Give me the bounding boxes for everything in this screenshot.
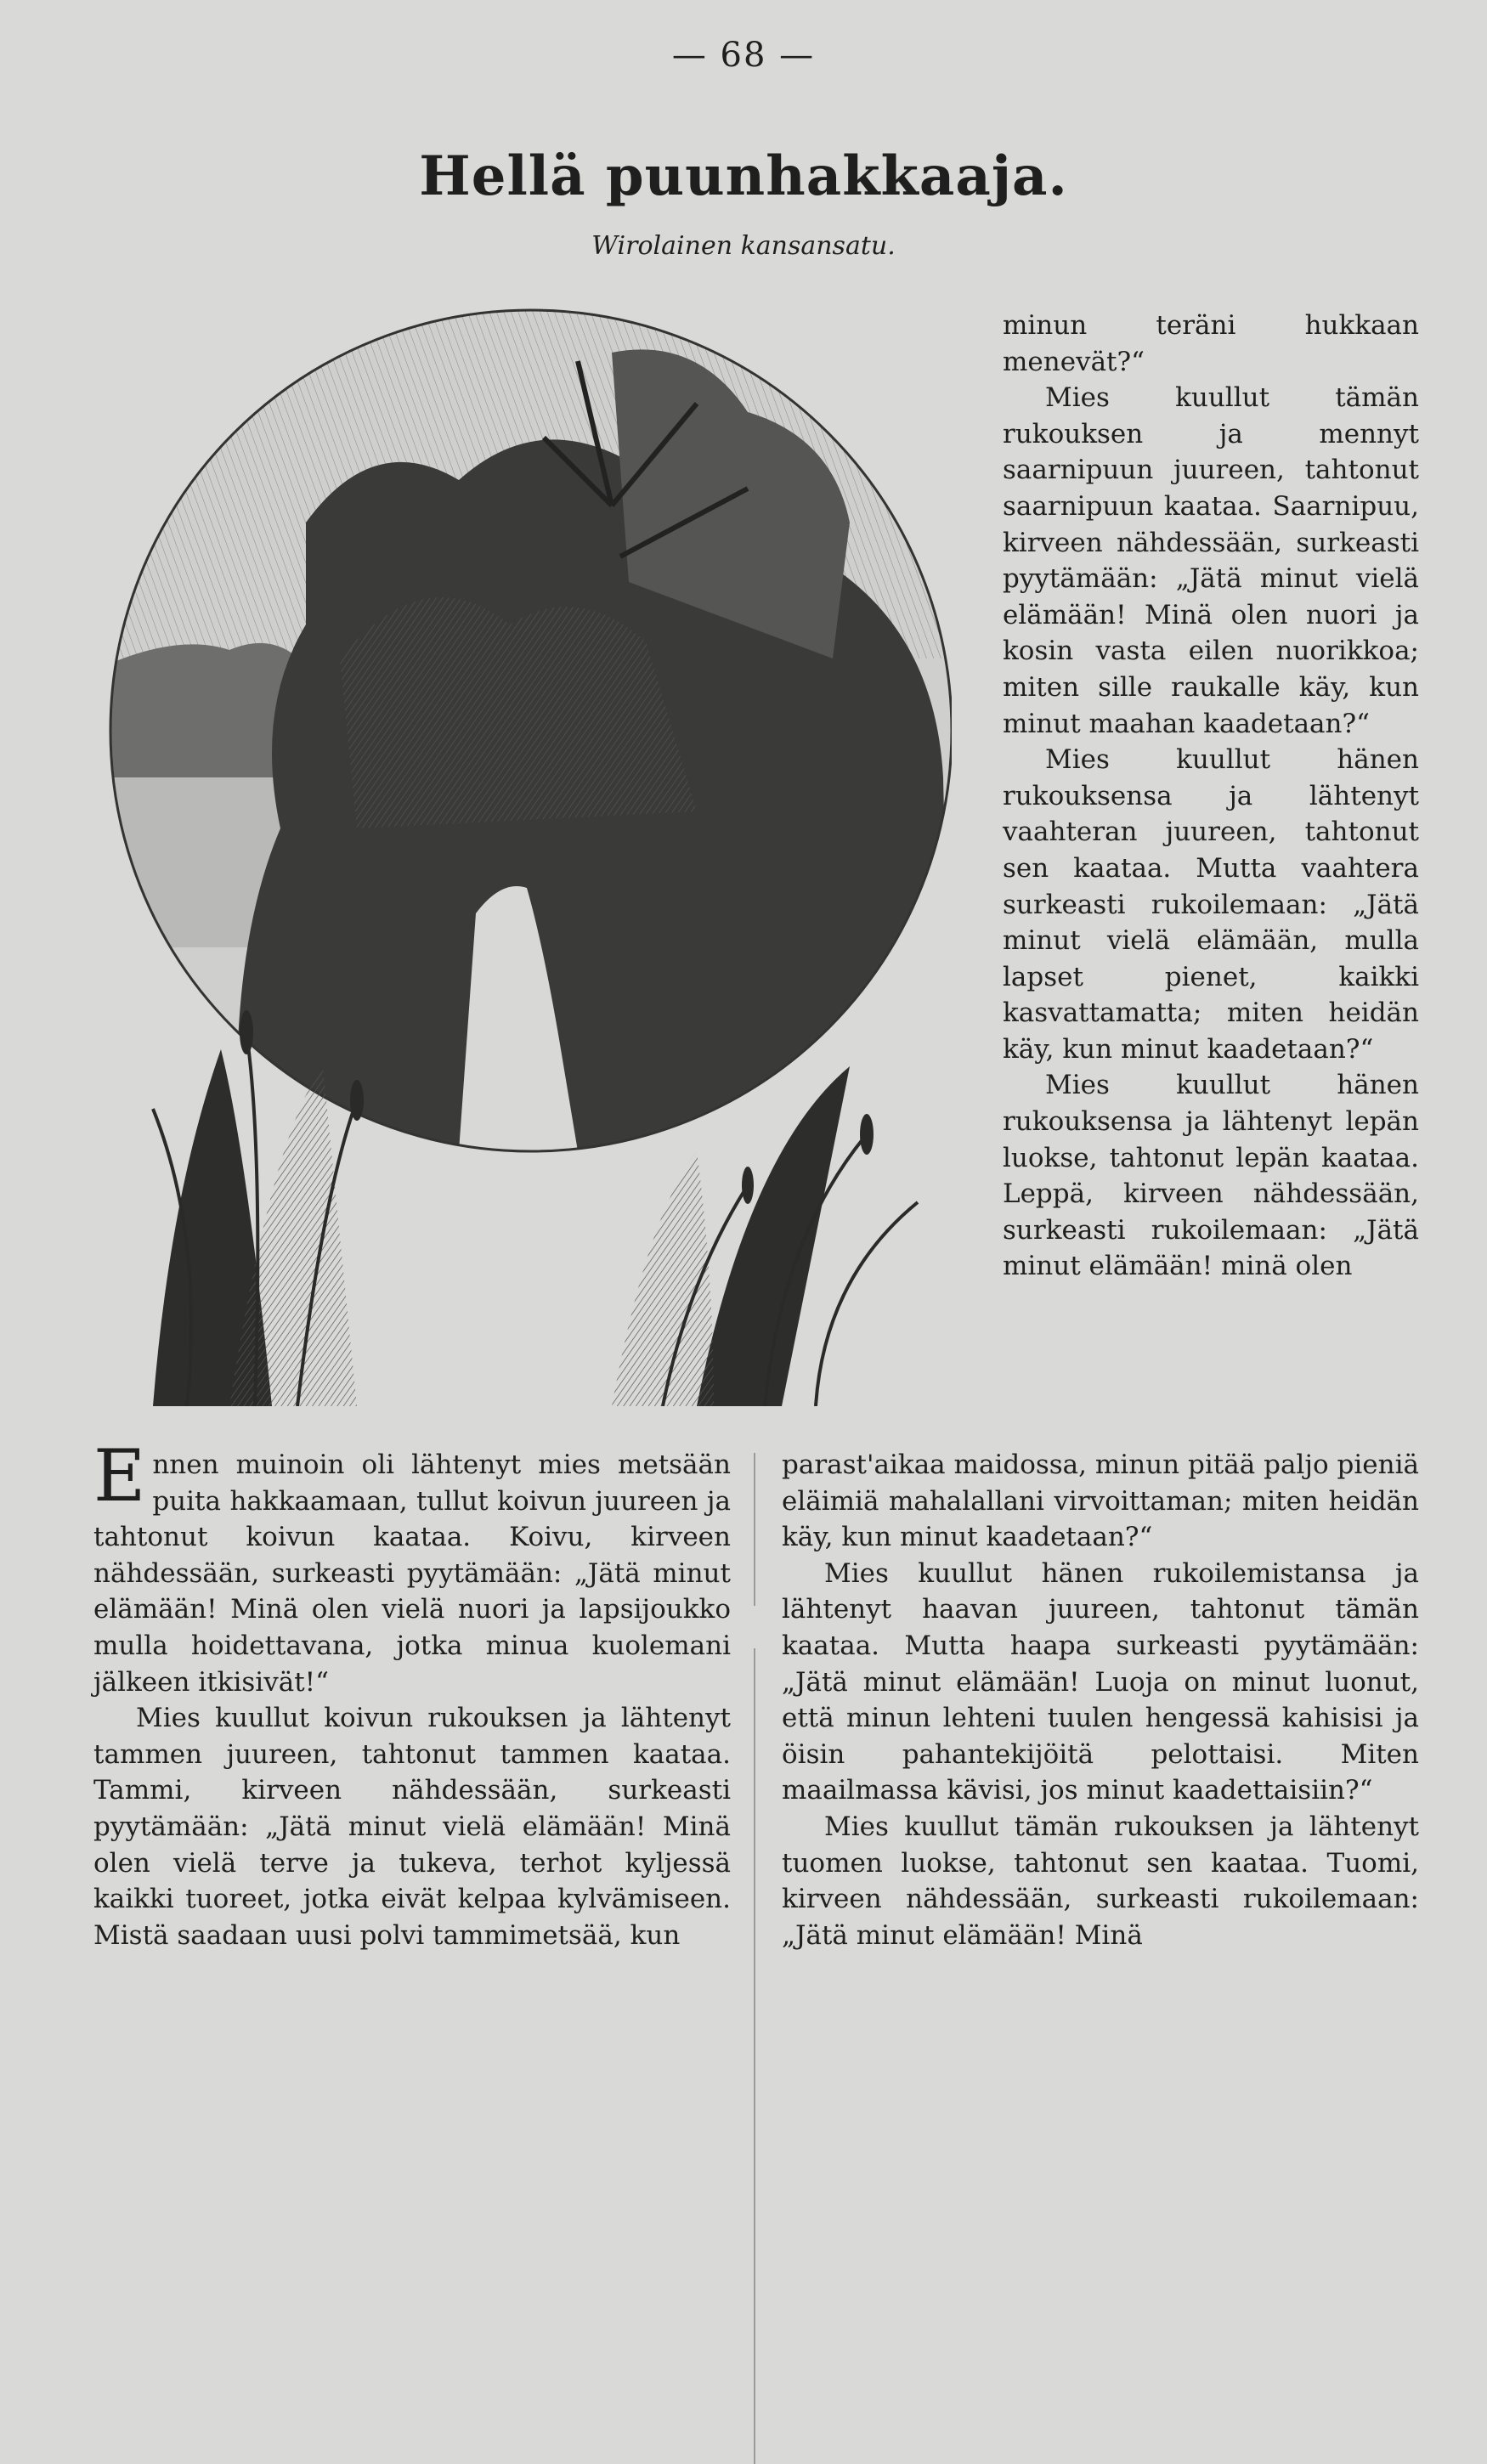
paragraph	[93, 1434, 731, 1700]
paragraph: Mies kuullut tämän rukouksen ja lähtenyt tuomen luokse, tahtonut sen kaataa. Tuomi, kirveen nähdessään, surkeasti rukoilemaan: „Jätä minut elämään! Minä	[782, 1811, 1419, 1951]
paragraph: Mies kuullut koivun rukouksen ja lähtenyt tammen juureen, tahtonut tammen kaataa. Tammi, kirveen nähdessään, surkeasti pyytämään: „Jätä minut vielä elämään! Minä olen vielä terve ja tukeva, terhot kyljessä kaikki tuoreet, jotka eivät kelpaa kylvämiseen. Mistä saadaan uusi polvi tammimetsää, kun	[93, 1703, 731, 1951]
paragraph: Mies kuullut tämän rukouksen ja mennyt saarnipuun juureen, tahtonut saarnipuun kaataa. Saarnipuu, kirveen nähdessään, surkeasti pyytämään: „Jätä minut vielä elämään! Minä olen nuori ja kosin vasta eilen nuorikkoa; miten sille raukalle käy, kun minut maahan kaadetaan?“	[1003, 382, 1419, 739]
page-subtitle: Wirolainen kansansatu.	[591, 231, 896, 261]
paragraph-text: nnen muinoin oli lähtenyt mies metsään puita hakkaamaan, tullut koivun juureen ja tahtonut koivun kaataa. Koivu, kirveen nähdessään, surkeasti pyytämään: „Jätä minut elämään! Minä olen vielä nuori ja lapsijoukko mulla hoidettavana, jotka minua kuolemani jälkeen itkisivät!“	[93, 1450, 731, 1698]
paragraph: minun teräni hukkaan menevät?“	[1003, 310, 1419, 377]
landscape-engraving-icon	[102, 302, 952, 1406]
paragraph: parast'aikaa maidossa, minun pitää paljo pieniä eläimiä mahalallani virvoittaman; miten heidän käy, kun minut kaadetaan?“	[782, 1450, 1419, 1553]
column-divider	[754, 1453, 755, 1606]
left-column	[93, 1434, 731, 1953]
column-divider	[754, 1648, 755, 2464]
paragraph: Mies kuullut hänen rukouksensa ja lähtenyt vaahteran juureen, tahtonut sen kaataa. Mutta vaahtera surkeasti rukoilemaan: „Jätä minut vielä elämään, mulla lapset pienet, kaikki kasvattamatta; miten heidän käy, kun minut kaadetaan?“	[1003, 744, 1419, 1065]
right-column-lower	[782, 1447, 1419, 1953]
drop-cap: E	[93, 1434, 146, 1517]
page-number: — 68 —	[671, 36, 816, 75]
paragraph: Mies kuullut hänen rukouksensa ja lähtenyt lepän luokse, tahtonut lepän kaataa. Leppä, kirveen nähdessään, surkeasti rukoilemaan: „Jätä minut elämään! minä olen	[1003, 1070, 1419, 1282]
paragraph: Mies kuullut hänen rukoilemistansa ja lähtenyt haavan juureen, tahtonut tämän kaataa. Mutta haapa surkeasti pyytämään: „Jätä minut elämään! Luoja on minut luonut, että minun lehteni tuulen hengessä kahisisi ja öisin pahantekijöitä pelottaisi. Miten maailmassa kävisi, jos minut kaadettaisiin?“	[782, 1557, 1419, 1806]
page-title: Hellä puunhakkaaja.	[419, 144, 1068, 208]
right-column-upper	[1003, 308, 1419, 1285]
